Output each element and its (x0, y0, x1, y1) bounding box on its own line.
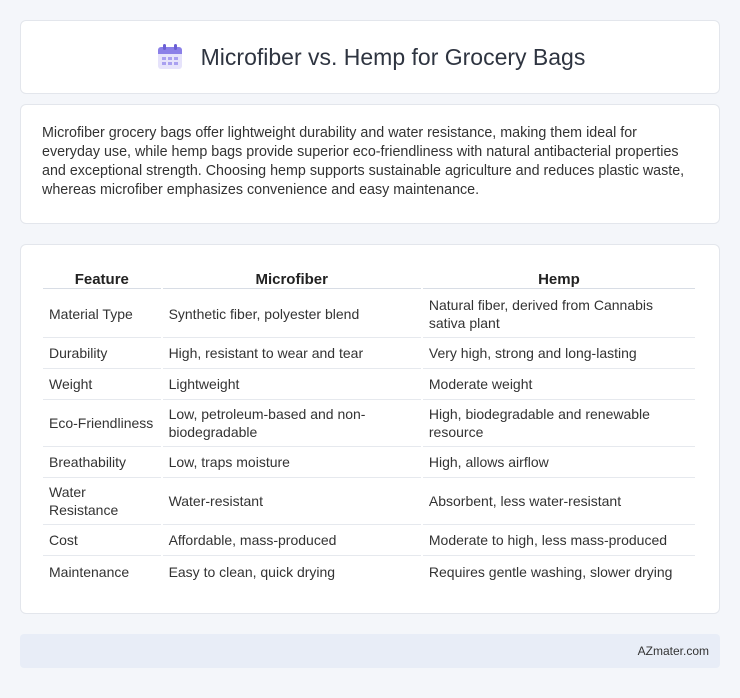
hemp-cell: Very high, strong and long-lasting (423, 338, 695, 369)
page-title: Microfiber vs. Hemp for Grocery Bags (200, 43, 586, 70)
feature-cell: Maintenance (49, 563, 130, 580)
microfiber-cell: Easy to clean, quick drying (168, 563, 336, 580)
intro-paragraph: Microfiber grocery bags offer lightweight durability and water resistance, making them ideal for everyday use, while hemp bags provide superior eco-friendliness with natural antibacterial properties and exceptional strength. Choosing hemp supports sustainable agriculture and reduces plastic waste, whereas microfiber emphasizes convenience and easy maintenance. (42, 125, 685, 198)
hemp-cell: Absorbent, less water-resistant (423, 478, 695, 525)
title-wrap (155, 42, 586, 72)
header-microfiber: Microfiber (163, 267, 421, 289)
table-header-row (43, 267, 695, 289)
table-row (43, 447, 695, 478)
hemp-cell: Moderate to high, less mass-produced (423, 525, 695, 556)
table-row (43, 478, 695, 525)
header-hemp: Hemp (423, 267, 695, 289)
calendar-icon (155, 42, 185, 72)
feature-cell: Weight (43, 369, 161, 400)
microfiber-cell: Synthetic fiber, polyester blend (163, 289, 421, 338)
footer-bar (20, 634, 720, 668)
feature-cell: Cost (43, 525, 161, 556)
table-row (43, 338, 695, 369)
header-feature: Feature (43, 267, 161, 289)
feature-cell: Breathability (43, 447, 161, 478)
feature-cell: Eco-Friendliness (43, 400, 161, 447)
table-row (43, 525, 695, 556)
feature-cell: Material Type (43, 289, 161, 338)
comparison-card (20, 244, 720, 614)
hemp-cell: High, allows airflow (423, 447, 695, 478)
title-card (20, 20, 720, 94)
footer-site-link[interactable]: AZmater.com (637, 644, 709, 658)
table-row (43, 369, 695, 400)
microfiber-cell: Lightweight (163, 369, 421, 400)
table-row (43, 289, 695, 338)
microfiber-cell: High, resistant to wear and tear (163, 338, 421, 369)
microfiber-cell: Low, traps moisture (163, 447, 421, 478)
comparison-table (41, 267, 697, 587)
hemp-cell: Moderate weight (423, 369, 695, 400)
hemp-cell: High, biodegradable and renewable resource (423, 400, 695, 447)
microfiber-cell: Low, petroleum-based and non-biodegradable (163, 400, 421, 447)
microfiber-cell: Water-resistant (163, 478, 421, 525)
intro-card (20, 104, 720, 224)
table-row (43, 556, 695, 587)
hemp-cell: Natural fiber, derived from Cannabis sativa plant (423, 289, 695, 338)
feature-cell: Durability (43, 338, 161, 369)
feature-cell: Water Resistance (43, 478, 161, 525)
hemp-cell: Requires gentle washing, slower drying (428, 563, 673, 580)
table-row (43, 400, 695, 447)
microfiber-cell: Affordable, mass-produced (163, 525, 421, 556)
